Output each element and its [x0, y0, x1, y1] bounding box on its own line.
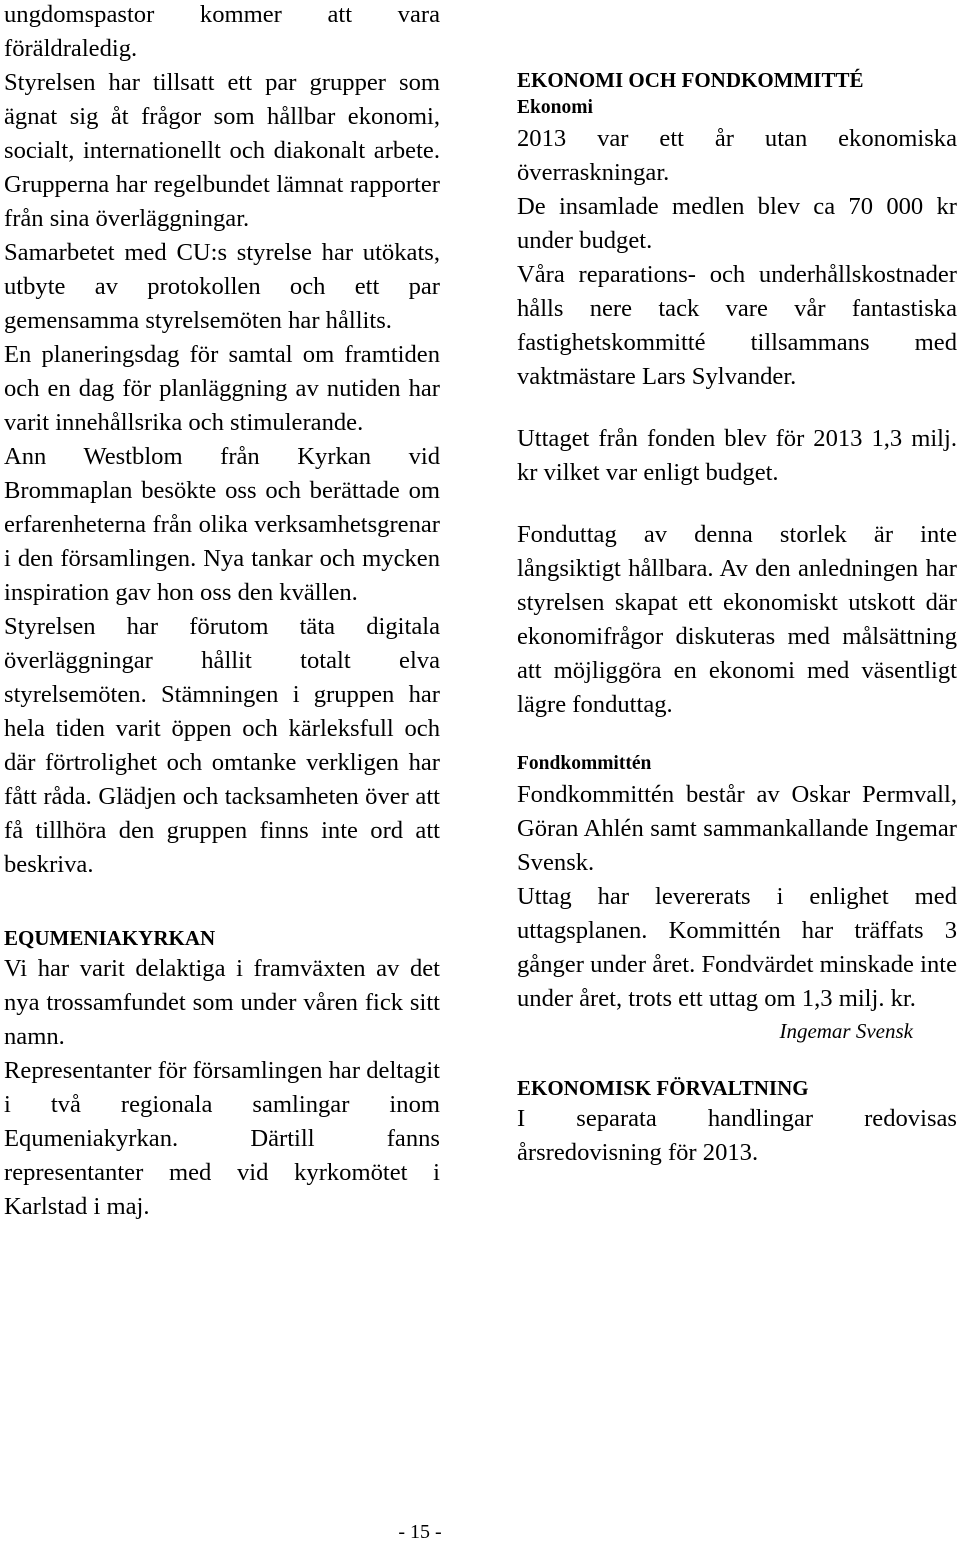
paragraph-fond-1: Fondkommittén består av Oskar Permvall, Göran Ahlén samt sammankallande Ingemar Svensk.: [517, 781, 957, 876]
spacer: [517, 1046, 957, 1074]
paragraph-cu-cooperation: Samarbetet med CU:s styrelse har utökats, utbyte av protokollen och ett par gemensamma styrelsemöten har hållits.: [4, 239, 440, 334]
page-number: - 15 -: [398, 1521, 442, 1543]
spacer: [517, 490, 957, 518]
paragraph-forvaltning: I separata handlingar redovisas årsredovisning för 2013.: [517, 1105, 957, 1166]
paragraph-groups: Styrelsen har tillsatt ett par grupper som ägnat sig åt frågor som hållbar ekonomi, socialt, internationellt och diakonalt arbete. Grupperna har regelbundet lämnat rapporter från sina överläggningar.: [4, 69, 440, 232]
paragraph-fond-2: Uttag har levererats i enlighet med uttagsplanen. Kommittén har träffats 3 gånger under året. Fondvärdet minskade inte under året, trots ett uttag om 1,3 milj. kr.: [517, 883, 957, 1012]
spacer: [517, 394, 957, 422]
section-heading-equmeniakyrkan: EQUMENIAKYRKAN: [4, 926, 216, 950]
left-column: [4, 0, 440, 1224]
right-column: [517, 66, 957, 1170]
paragraph-equmenia-1: Vi har varit delaktiga i framväxten av det nya trossamfundet som under våren fick sitt namn.: [4, 955, 440, 1050]
paragraph-econ-2: De insamlade medlen blev ca 70 000 kr under budget.: [517, 193, 957, 254]
paragraph-econ-3: Våra reparations- och underhållskostnader hålls nere tack vare vår fantastiska fastighetskommitté tillsammans med vaktmästare Lars Sylvander.: [517, 261, 957, 390]
subheading-ekonomi: Ekonomi: [517, 97, 593, 118]
paragraph-intro: ungdomspastor kommer att vara föräldraledig.: [4, 1, 440, 62]
paragraph-econ-1: 2013 var ett år utan ekonomiska överraskningar.: [517, 125, 957, 186]
paragraph-planning-day: En planeringsdag för samtal om framtiden och en dag för planläggning av nutiden har varit innehållsrika och stimulerande.: [4, 341, 440, 436]
section-heading-ekonomi-fondkommitte: EKONOMI OCH FONDKOMMITTÉ: [517, 68, 864, 92]
subheading-fondkommitten: Fondkommittén: [517, 753, 652, 774]
paragraph-econ-5: Fonduttag av denna storlek är inte långsiktigt hållbara. Av den anledningen har styrelsen skapat ett ekonomiskt utskott där ekonomifrågor diskuteras med målsättning att möjliggöra en ekonomi med väsentligt lägre fonduttag.: [517, 521, 957, 718]
section-heading-ekonomisk-forvaltning: EKONOMISK FÖRVALTNING: [517, 1076, 809, 1100]
paragraph-visit: Ann Westblom från Kyrkan vid Brommaplan besökte oss och berättade om erfarenheterna från olika verksamhetsgrenar i den församlingen. Nya tankar och mycken inspiration gav hon oss den kvällen.: [4, 443, 440, 606]
spacer: [4, 882, 440, 924]
spacer: [517, 722, 957, 750]
paragraph-econ-4: Uttaget från fonden blev för 2013 1,3 milj. kr vilket var enligt budget.: [517, 425, 957, 486]
paragraph-equmenia-2: Representanter för församlingen har deltagit i två regionala samlingar inom Equmeniakyrkan. Därtill fanns representanter med vid kyrkomötet i Karlstad i maj.: [4, 1057, 440, 1220]
paragraph-board-meetings: Styrelsen har förutom täta digitala överläggningar hållit totalt elva styrelsemöten. Stämningen i gruppen har hela tiden varit öppen och kärleksfull och där förtrolighet och omtanke verkligen har fått råda. Glädjen och tacksamheten över att få tillhöra den gruppen finns inte ord att beskriva.: [4, 613, 440, 878]
signature: Ingemar Svensk: [779, 1019, 913, 1043]
